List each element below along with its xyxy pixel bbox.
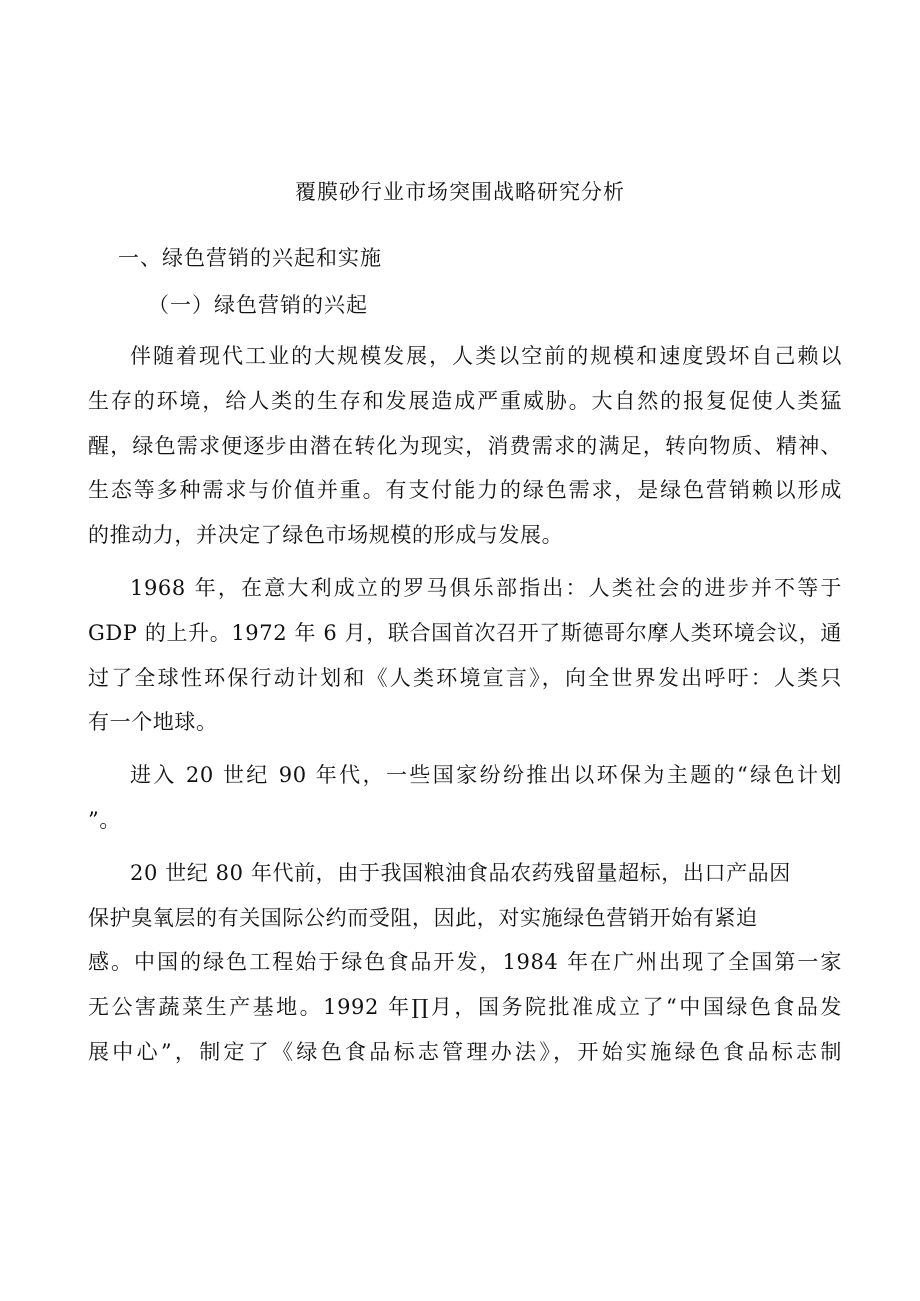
paragraph-2 (88, 566, 842, 745)
paragraph-line: 无公害蔬菜生产基地。1992 年∏月，国务院批准成立了“中国绿色食品发 (88, 995, 842, 1020)
paragraph-line: GDP 的上升。1972 年 6 月，联合国首次召开了斯德哥尔摩人类环境会议，通 (88, 620, 842, 645)
paragraph-1 (88, 334, 842, 558)
paragraph-line: 有一个地球。 (88, 710, 218, 735)
paragraph-line: 生态等多种需求与价值并重。有支付能力的绿色需求，是绿色营销赖以形成 (88, 478, 842, 503)
paragraph-3 (88, 753, 842, 843)
paragraph-line: 感。中国的绿色工程始于绿色食品开发，1984 年在广州出现了全国第一家 (88, 950, 842, 975)
paragraph-line: 伴随着现代工业的大规模发展，人类以空前的规模和速度毁坏自己赖以 (130, 344, 842, 368)
paragraph-line: 1968 年，在意大利成立的罗马俱乐部指出：人类社会的进步并不等于 (130, 575, 842, 600)
paragraph-4 (88, 851, 842, 1075)
paragraph-line: 进入 20 世纪 90 年代，一些国家纷纷推出以环保为主题的“绿色计划 (130, 763, 842, 788)
paragraph-line: 醒，绿色需求便逐步由潜在转化为现实，消费需求的满足，转向物质、精神、 (88, 433, 842, 458)
section-heading: 一、绿色营销的兴起和实施 (118, 246, 382, 270)
subsection-heading: （一）绿色营销的兴起 (148, 293, 368, 317)
document-body (88, 334, 842, 1075)
paragraph-line: 的推动力，并决定了绿色市场规模的形成与发展。 (88, 523, 564, 548)
paragraph-line: 展中心”，制定了《绿色食品标志管理办法》，开始实施绿色食品标志制 (88, 1039, 842, 1064)
paragraph-line: 20 世纪 80 年代前，由于我国粮油食品农药残留量超标，出口产品因 (130, 860, 791, 885)
paragraph-line: 过了全球性环保行动计划和《人类环境宣言》，向全世界发出呼吁：人类只 (88, 665, 842, 690)
document-title: 覆膜砂行业市场突围战略研究分析 (295, 180, 625, 204)
paragraph-line: 生存的环境，给人类的生存和发展造成严重威胁。大自然的报复促使人类猛 (88, 388, 842, 413)
paragraph-line: ”。 (88, 807, 121, 832)
paragraph-line: 保护臭氧层的有关国际公约而受阻，因此，对实施绿色营销开始有紧迫 (88, 905, 758, 930)
